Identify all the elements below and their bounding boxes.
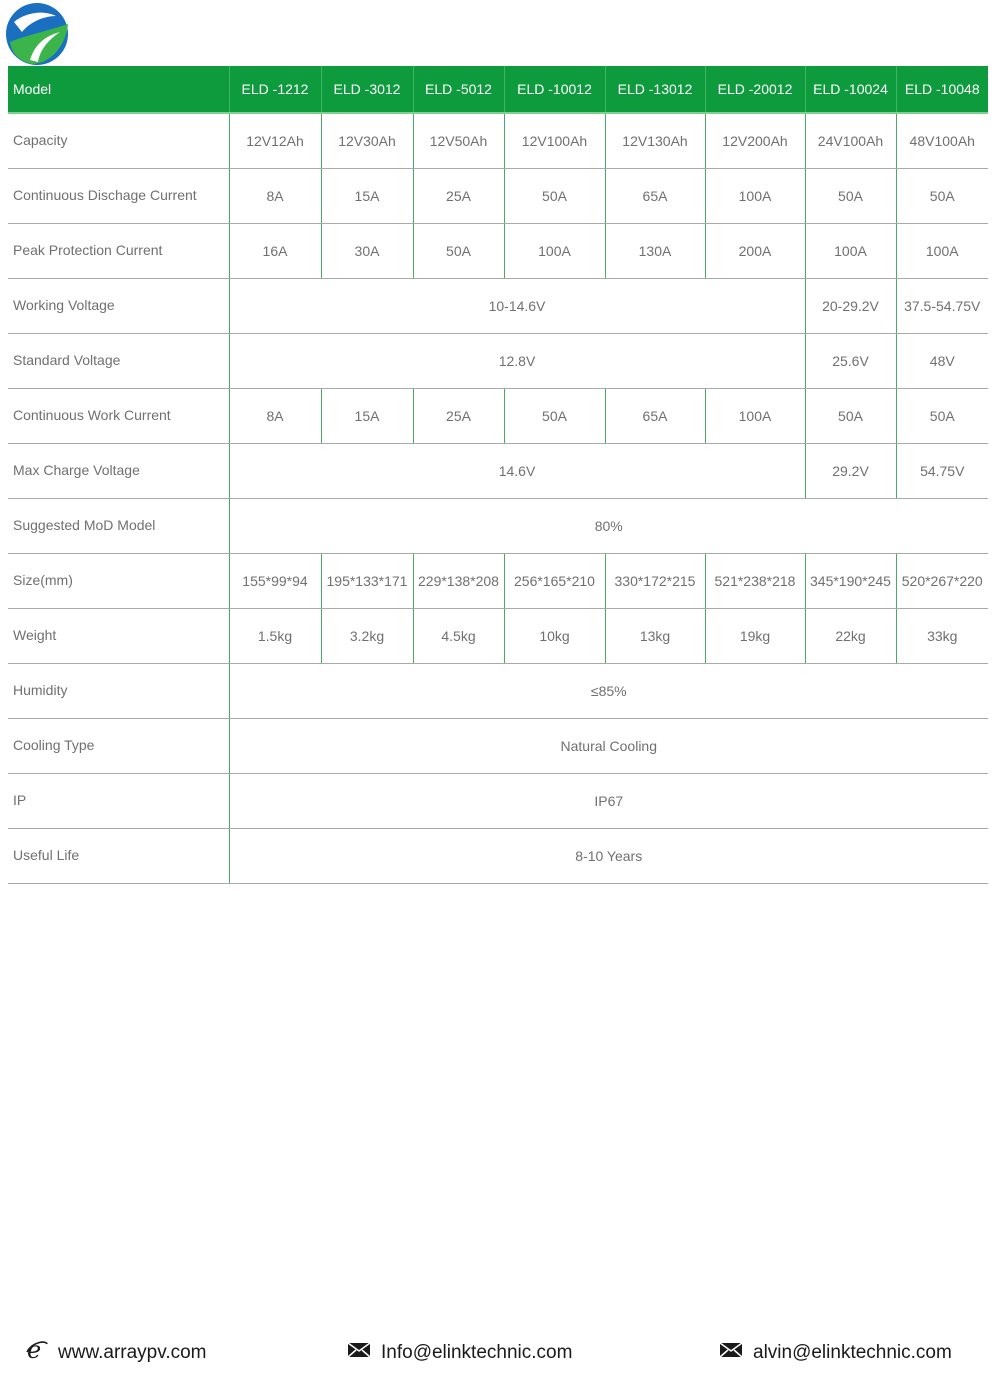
header-cell: ELD -3012 bbox=[321, 66, 413, 113]
table-row bbox=[8, 224, 988, 279]
table-row bbox=[8, 774, 988, 829]
table-cell: 100A bbox=[504, 224, 605, 279]
table-cell: 25.6V bbox=[805, 334, 896, 389]
table-cell: 48V100Ah bbox=[896, 113, 988, 169]
table-cell: 8-10 Years bbox=[229, 829, 988, 884]
row-label: Suggested MoD Model bbox=[8, 499, 229, 554]
table-cell: 100A bbox=[896, 224, 988, 279]
table-cell: 16A bbox=[229, 224, 321, 279]
row-label: Useful Life bbox=[8, 829, 229, 884]
table-cell: 100A bbox=[805, 224, 896, 279]
table-row bbox=[8, 389, 988, 444]
table-cell: 10-14.6V bbox=[229, 279, 805, 334]
header-cell: ELD -20012 bbox=[705, 66, 805, 113]
table-cell: 48V bbox=[896, 334, 988, 389]
table-cell: 8A bbox=[229, 169, 321, 224]
table-row bbox=[8, 719, 988, 774]
row-label: Capacity bbox=[8, 113, 229, 169]
table-cell: 256*165*210 bbox=[504, 554, 605, 609]
table-cell: 24V100Ah bbox=[805, 113, 896, 169]
header-cell: Model bbox=[8, 66, 229, 113]
table-row bbox=[8, 334, 988, 389]
row-label: Cooling Type bbox=[8, 719, 229, 774]
table-cell: 155*99*94 bbox=[229, 554, 321, 609]
browser-e-icon bbox=[26, 1338, 48, 1368]
table-cell: Natural Cooling bbox=[229, 719, 988, 774]
row-label: Max Charge Voltage bbox=[8, 444, 229, 499]
table-cell: 15A bbox=[321, 169, 413, 224]
table-cell: 520*267*220 bbox=[896, 554, 988, 609]
row-label: Weight bbox=[8, 609, 229, 664]
table-cell: 345*190*245 bbox=[805, 554, 896, 609]
table-row bbox=[8, 499, 988, 554]
header-cell: ELD -5012 bbox=[413, 66, 504, 113]
table-cell: 50A bbox=[896, 169, 988, 224]
table-cell: 12.8V bbox=[229, 334, 805, 389]
table-cell: 12V30Ah bbox=[321, 113, 413, 169]
row-label: Size(mm) bbox=[8, 554, 229, 609]
table-cell: 229*138*208 bbox=[413, 554, 504, 609]
footer-email-alvin[interactable] bbox=[719, 1338, 952, 1368]
spec-table bbox=[8, 66, 988, 884]
table-header-row bbox=[8, 66, 988, 113]
email-link-alvin[interactable]: alvin@elinktechnic.com bbox=[753, 1342, 952, 1363]
table-cell: 195*133*171 bbox=[321, 554, 413, 609]
table-cell: 50A bbox=[896, 389, 988, 444]
table-cell: 19kg bbox=[705, 609, 805, 664]
table-cell: 12V12Ah bbox=[229, 113, 321, 169]
table-cell: 80% bbox=[229, 499, 988, 554]
table-cell: 100A bbox=[705, 389, 805, 444]
row-label: Continuous Dischage Current bbox=[8, 169, 229, 224]
row-label: IP bbox=[8, 774, 229, 829]
table-cell: 4.5kg bbox=[413, 609, 504, 664]
footer-email-info[interactable] bbox=[347, 1338, 572, 1368]
table-row bbox=[8, 169, 988, 224]
table-cell: 65A bbox=[605, 169, 705, 224]
table-cell: 521*238*218 bbox=[705, 554, 805, 609]
table-row bbox=[8, 113, 988, 169]
footer-website[interactable] bbox=[26, 1338, 207, 1368]
envelope-icon bbox=[719, 1341, 743, 1365]
table-cell: 12V200Ah bbox=[705, 113, 805, 169]
table-cell: 54.75V bbox=[896, 444, 988, 499]
table-cell: 3.2kg bbox=[321, 609, 413, 664]
table-cell: 100A bbox=[705, 169, 805, 224]
header-cell: ELD -10048 bbox=[896, 66, 988, 113]
row-label: Peak Protection Current bbox=[8, 224, 229, 279]
table-cell: 22kg bbox=[805, 609, 896, 664]
table-cell: 37.5-54.75V bbox=[896, 279, 988, 334]
table-row bbox=[8, 609, 988, 664]
svg-text:e: e bbox=[27, 1338, 42, 1362]
row-label: Working Voltage bbox=[8, 279, 229, 334]
table-cell: 25A bbox=[413, 389, 504, 444]
table-row bbox=[8, 829, 988, 884]
table-cell: 50A bbox=[413, 224, 504, 279]
table-cell: 33kg bbox=[896, 609, 988, 664]
table-cell: 50A bbox=[805, 389, 896, 444]
header-cell: ELD -10012 bbox=[504, 66, 605, 113]
header-cell: ELD -13012 bbox=[605, 66, 705, 113]
table-cell: 12V100Ah bbox=[504, 113, 605, 169]
table-cell: 15A bbox=[321, 389, 413, 444]
table-cell: 25A bbox=[413, 169, 504, 224]
envelope-icon bbox=[347, 1341, 371, 1365]
table-cell: 30A bbox=[321, 224, 413, 279]
table-cell: 8A bbox=[229, 389, 321, 444]
table-cell: 130A bbox=[605, 224, 705, 279]
row-label: Humidity bbox=[8, 664, 229, 719]
row-label: Continuous Work Current bbox=[8, 389, 229, 444]
header-cell: ELD -10024 bbox=[805, 66, 896, 113]
table-cell: 50A bbox=[504, 389, 605, 444]
table-row bbox=[8, 279, 988, 334]
table-cell: 13kg bbox=[605, 609, 705, 664]
table-cell: 29.2V bbox=[805, 444, 896, 499]
table-cell: 14.6V bbox=[229, 444, 805, 499]
email-link-info[interactable]: Info@elinktechnic.com bbox=[381, 1342, 573, 1363]
table-cell: 330*172*215 bbox=[605, 554, 705, 609]
table-cell: 200A bbox=[705, 224, 805, 279]
table-cell: 1.5kg bbox=[229, 609, 321, 664]
brand-logo-icon bbox=[4, 2, 70, 66]
row-label: Standard Voltage bbox=[8, 334, 229, 389]
table-cell: ≤85% bbox=[229, 664, 988, 719]
table-row bbox=[8, 444, 988, 499]
table-cell: 12V130Ah bbox=[605, 113, 705, 169]
table-cell: 50A bbox=[504, 169, 605, 224]
table-row bbox=[8, 664, 988, 719]
table-cell: 12V50Ah bbox=[413, 113, 504, 169]
table-cell: 50A bbox=[805, 169, 896, 224]
table-cell: 20-29.2V bbox=[805, 279, 896, 334]
table-cell: 10kg bbox=[504, 609, 605, 664]
header-cell: ELD -1212 bbox=[229, 66, 321, 113]
website-link[interactable]: www.arraypv.com bbox=[58, 1342, 207, 1363]
table-row bbox=[8, 554, 988, 609]
table-cell: 65A bbox=[605, 389, 705, 444]
table-cell: IP67 bbox=[229, 774, 988, 829]
